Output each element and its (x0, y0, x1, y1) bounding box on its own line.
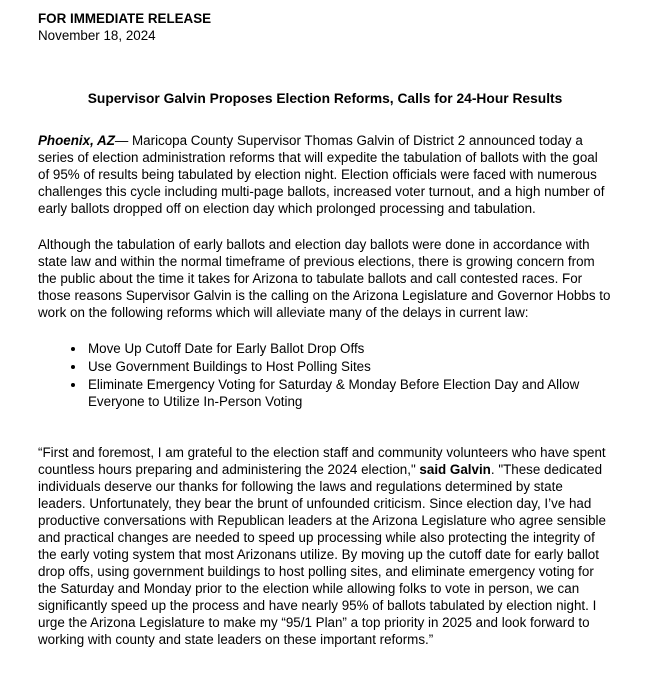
quote-text-start: “First and foremost, I am grateful to the election staff and community volunteers who have spent countless hours preparing and administering the 2024 election," (38, 445, 606, 477)
list-item: • Eliminate Emergency Voting for Saturday & Monday Before Election Day and Allow Everyone to Utilize In-Person Voting (86, 376, 612, 410)
quote-attribution: said Galvin (419, 462, 491, 477)
list-item: • Use Government Buildings to Host Polling Sites (86, 358, 612, 375)
quote-text-rest: . "These dedicated individuals deserve our thanks for following the laws and regulations determined by state leaders. Unfortunately, they bear the brunt of unfounded criticism. Since election day, I’ve had productive conversations with Republican leaders at the Arizona Legislature who agree sensible and practical changes are needed to speed up processing while also protecting the integrity of the early voting system that most Arizonans utilize. By moving up the cutoff date for early ballot drop offs, using government buildings to host polling sites, and eliminate emergency voting for the Saturday and Monday prior to the election while allowing folks to vote in person, we can significantly speed up the process and have nearly 95% of ballots tabulated by election night. I urge the Arizona Legislature to make my “95/1 Plan” a top priority in 2025 and look forward to working with county and state leaders on these important reforms.” (38, 462, 606, 647)
release-date: November 18, 2024 (38, 28, 156, 43)
paragraph-intro (38, 132, 612, 217)
release-label: FOR IMMEDIATE RELEASE (38, 11, 212, 26)
headline: Supervisor Galvin Proposes Election Reforms, Calls for 24-Hour Results (87, 91, 563, 106)
dateline: Phoenix, AZ (38, 133, 115, 148)
list-item: • Move Up Cutoff Date for Early Ballot Drop Offs (86, 340, 612, 357)
reform-list (38, 340, 612, 410)
paragraph-context: Although the tabulation of early ballots and election day ballots were done in accordance with state law and within the normal timeframe of previous elections, there is growing concern from the public about the time it takes for Arizona to tabulate ballots and call contested races. For those reasons Supervisor Galvin is the calling on the Arizona Legislature and Governor Hobbs to work on the following reforms which will alleviate many of the delays in current law: (38, 237, 611, 320)
paragraph-quote (38, 444, 612, 648)
paragraph-intro-text: — Maricopa County Supervisor Thomas Galvin of District 2 announced today a series of election administration reforms that will expedite the tabulation of ballots with the goal of 95% of results being tabulated by election night. Election officials were faced with numerous challenges this cycle including multi-page ballots, increased voter turnout, and a high number of early ballots dropped off on election day which prolonged processing and tabulation. (38, 133, 605, 216)
